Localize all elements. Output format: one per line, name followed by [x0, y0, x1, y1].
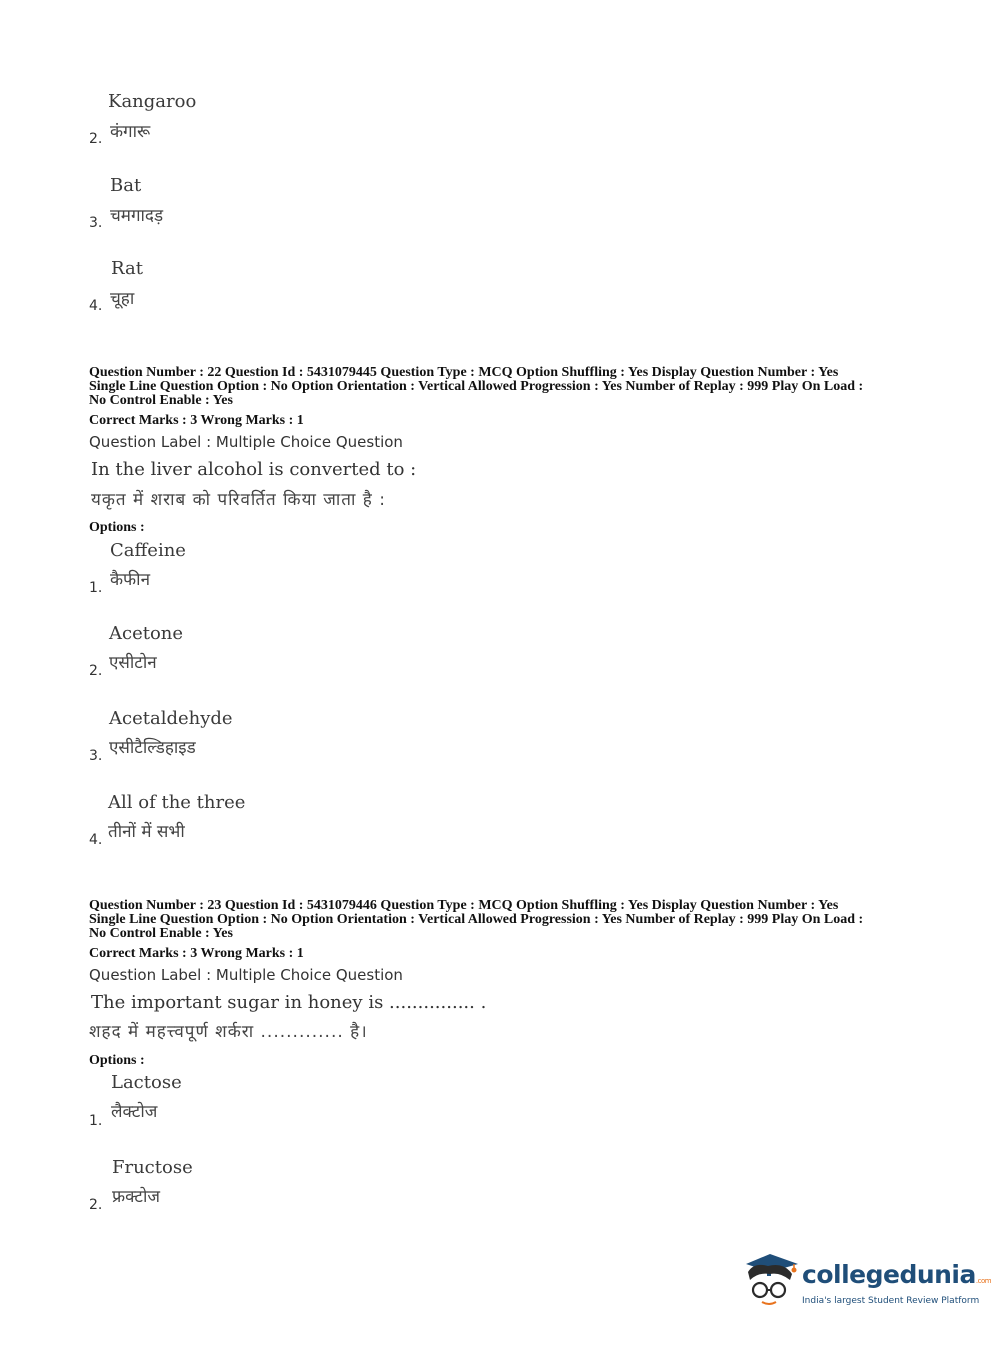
question-meta-line-1: Question Number : 22 Question Id : 5431079445 Question Type : MCQ Option Shuffling : Yes Display Question Number : Yes	[89, 365, 839, 380]
question-marks: Correct Marks : 3 Wrong Marks : 1	[89, 413, 304, 428]
option-text-en: Acetone	[109, 623, 184, 644]
option-number: 4.	[89, 832, 103, 848]
option-number: 2.	[89, 1197, 103, 1213]
option-number: 2.	[89, 663, 103, 679]
option-text-hi: लैक्टोज	[111, 1102, 158, 1122]
option-text-hi: चमगादड़	[110, 206, 164, 226]
logo-tagline: India's largest Student Review Platform	[802, 1296, 980, 1306]
question-meta-line-2: Single Line Question Option : No Option Orientation : Vertical Allowed Progression : Yes Number of Replay : 999 Play On Load :	[89, 379, 864, 394]
collegedunia-logo[interactable]	[740, 1250, 992, 1320]
option-text-en: Bat	[110, 175, 142, 196]
question-text-hi: यकृत में शराब को परिवर्तित किया जाता है :	[91, 490, 386, 510]
option-text-en: Lactose	[111, 1072, 182, 1093]
logo-wordmark	[802, 1260, 991, 1289]
question-meta-line-2: Single Line Question Option : No Option Orientation : Vertical Allowed Progression : Yes Number of Replay : 999 Play On Load :	[89, 912, 864, 927]
question-text-hi: शहद में महत्त्वपूर्ण शर्करा ............. है।	[89, 1022, 368, 1042]
option-text-en: Fructose	[112, 1157, 193, 1178]
option-number: 4.	[89, 298, 103, 314]
question-text-en: In the liver alcohol is converted to :	[91, 459, 417, 480]
student-mascot-icon	[740, 1250, 802, 1312]
logo-domain: .com	[975, 1277, 992, 1285]
question-label: Question Label : Multiple Choice Question	[89, 433, 403, 451]
option-text-hi: तीनों में सभी	[108, 822, 185, 842]
option-text-hi: फ्रक्टोज	[112, 1187, 160, 1207]
option-text-en: Caffeine	[110, 540, 186, 561]
question-label: Question Label : Multiple Choice Question	[89, 966, 403, 984]
option-number: 1.	[89, 1113, 103, 1129]
question-meta-line-1: Question Number : 23 Question Id : 5431079446 Question Type : MCQ Option Shuffling : Yes Display Question Number : Yes	[89, 898, 839, 913]
option-number: 1.	[89, 580, 103, 596]
option-text-en: Rat	[111, 258, 143, 279]
options-heading: Options :	[89, 520, 145, 535]
option-text-hi: कैफीन	[110, 570, 151, 590]
option-text-en: Kangaroo	[108, 91, 197, 112]
options-heading: Options :	[89, 1053, 145, 1068]
option-text-hi: कंगारू	[110, 122, 151, 142]
question-meta-line-3: No Control Enable : Yes	[89, 393, 233, 408]
question-meta-line-3: No Control Enable : Yes	[89, 926, 233, 941]
option-number: 3.	[89, 748, 103, 764]
option-text-hi: एसीटैल्डिहाइड	[109, 738, 196, 758]
option-text-hi: एसीटोन	[109, 653, 157, 673]
option-number: 2.	[89, 131, 103, 147]
question-text-en: The important sugar in honey is ............... .	[91, 992, 487, 1013]
option-text-hi: चूहा	[110, 289, 135, 309]
option-text-en: Acetaldehyde	[109, 708, 233, 729]
option-number: 3.	[89, 215, 103, 231]
question-marks: Correct Marks : 3 Wrong Marks : 1	[89, 946, 304, 961]
option-text-en: All of the three	[108, 792, 246, 813]
logo-name: collegedunia	[802, 1260, 976, 1289]
